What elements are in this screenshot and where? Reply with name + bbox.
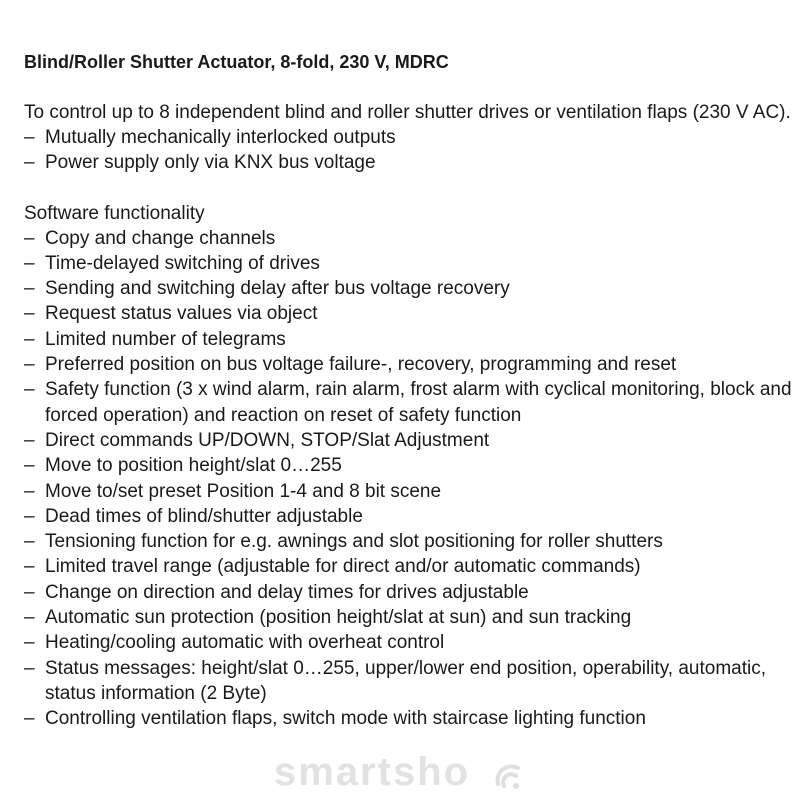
list-item: – Time-delayed switching of drives <box>24 251 794 276</box>
document <box>24 50 794 732</box>
list-item: – Limited travel range (adjustable for direct and/or automatic commands) <box>24 554 794 579</box>
software-list <box>24 226 794 732</box>
list-item: – Safety function (3 x wind alarm, rain alarm, frost alarm with cyclical monitoring, block and forced operation) and reaction on reset of safety function <box>24 377 794 428</box>
wifi-icon <box>490 758 530 798</box>
list-item: – Status messages: height/slat 0…255, upper/lower end position, operability, automatic, status information (2 Byte) <box>24 656 794 707</box>
product-title: Blind/Roller Shutter Actuator, 8-fold, 230 V, MDRC <box>24 52 449 72</box>
list-item: – Heating/cooling automatic with overheat control <box>24 630 794 655</box>
watermark-logo: smartsho <box>274 750 471 794</box>
intro-paragraph: To control up to 8 independent blind and roller shutter drives or ventilation flaps (230 V AC). <box>24 102 791 123</box>
list-item: – Copy and change channels <box>24 226 794 251</box>
list-item: – Controlling ventilation flaps, switch mode with staircase lighting function <box>24 706 794 731</box>
list-item: – Move to position height/slat 0…255 <box>24 453 794 478</box>
list-item: – Preferred position on bus voltage failure-, recovery, programming and reset <box>24 352 794 377</box>
list-item: – Sending and switching delay after bus voltage recovery <box>24 276 794 301</box>
list-item: – Limited number of telegrams <box>24 327 794 352</box>
list-item: – Tensioning function for e.g. awnings and slot positioning for roller shutters <box>24 529 794 554</box>
list-item: – Request status values via object <box>24 301 794 326</box>
intro-list <box>24 125 794 176</box>
list-item: – Mutually mechanically interlocked outputs <box>24 125 794 150</box>
list-item: – Move to/set preset Position 1-4 and 8 bit scene <box>24 479 794 504</box>
list-item: – Change on direction and delay times for drives adjustable <box>24 580 794 605</box>
list-item: – Dead times of blind/shutter adjustable <box>24 504 794 529</box>
list-item: – Automatic sun protection (position height/slat at sun) and sun tracking <box>24 605 794 630</box>
list-item: – Direct commands UP/DOWN, STOP/Slat Adjustment <box>24 428 794 453</box>
software-heading: Software functionality <box>24 202 205 224</box>
list-item: – Power supply only via KNX bus voltage <box>24 150 794 175</box>
